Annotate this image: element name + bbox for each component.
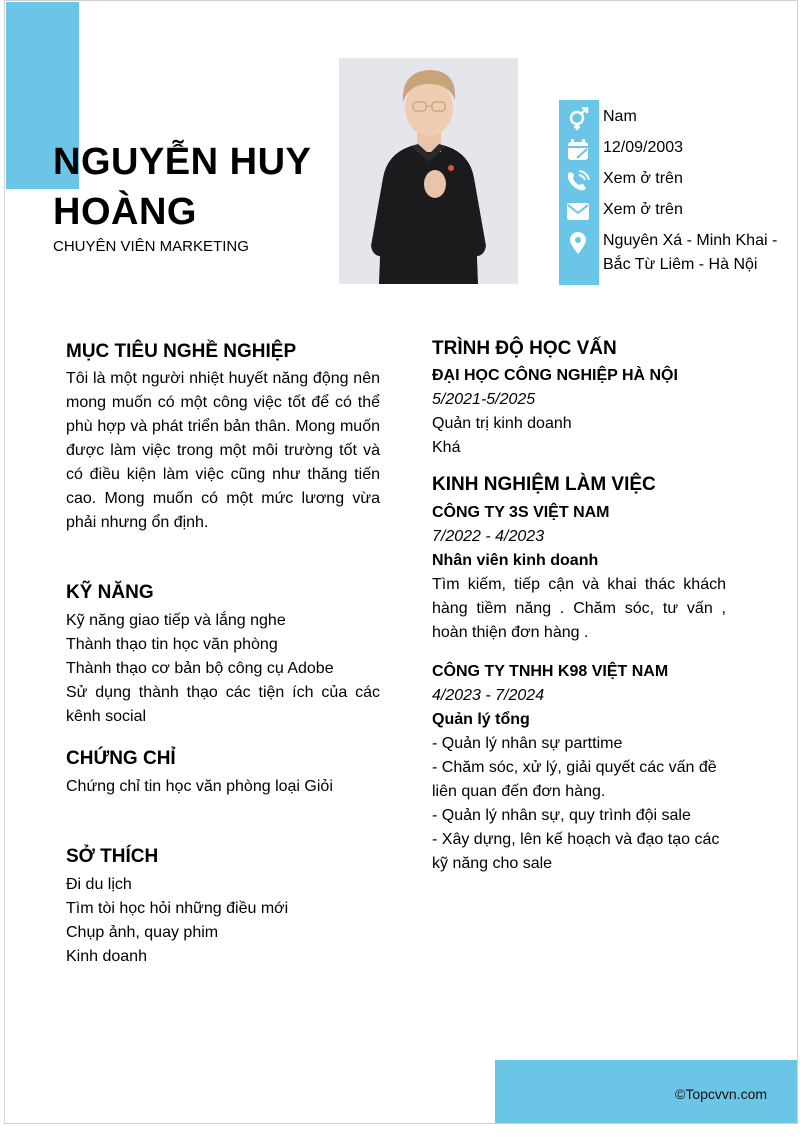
skills-heading: KỸ NĂNG [66,582,154,603]
job-company: CÔNG TY TNHH K98 VIỆT NAM [432,663,669,680]
job-position: Quản lý tổng [432,711,530,728]
objective-text: Tôi là một người nhiệt huyết năng động nên mong muốn có một công việc tốt để có thể phù hợp và phát triển bản thân. Mong muốn được làm việc trong một môi trường tốt và có điều kiện làm việc cũng như thăng tiến cao. Mong muốn có một mức lương vừa phải nhưng ổn định. [66,370,380,531]
job-duty: - Quản lý nhân sự, quy trình đội sale [432,807,691,824]
job-period: 4/2023 - 7/2024 [432,687,545,704]
job-description: Tìm kiếm, tiếp cận và khai thác khách hàng tiềm năng . Chăm sóc, tư vấn , hoàn thiện đơn hàng . [432,576,726,641]
calendar-icon [565,138,593,162]
job-position: Nhân viên kinh doanh [432,552,599,569]
job-period: 7/2022 - 4/2023 [432,528,545,545]
address-value: Nguyên Xá - Minh Khai - Bắc Từ Liêm - Hà Nội [603,232,778,273]
hobbies-heading: SỞ THÍCH [66,846,159,867]
candidate-name: NGUYỄN HUY HOÀNG [53,141,311,233]
education-school: ĐẠI HỌC CÔNG NGHIỆP HÀ NỘI [432,367,678,384]
phone-value: Xem ở trên [603,170,683,187]
skill-item: Sử dụng thành thạo các tiện ích của các kênh social [66,684,380,725]
skill-item: Thành thạo tin học văn phòng [66,636,278,653]
gender-icon [565,107,593,131]
cv-page [4,0,798,1124]
birthday-value: 12/09/2003 [603,139,684,156]
job-duty: - Quản lý nhân sự parttime [432,735,623,752]
gender-value: Nam [603,108,637,125]
education-heading: TRÌNH ĐỘ HỌC VẤN [432,338,617,359]
right-column [432,337,726,876]
hobby-item: Kinh doanh [66,948,147,965]
email-value: Xem ở trên [603,201,683,218]
skill-item: Kỹ năng giao tiếp và lắng nghe [66,612,286,629]
hobby-item: Chụp ảnh, quay phim [66,924,219,941]
job-company: CÔNG TY 3S VIỆT NAM [432,504,610,521]
hobby-item: Tìm tòi học hỏi những điều mới [66,900,289,917]
map-pin-icon [565,231,593,255]
certificates-heading: CHỨNG CHỈ [66,748,176,769]
job-duty: - Xây dựng, lên kế hoạch và đạo tạo các kỹ năng cho sale [432,831,720,872]
skill-item: Thành thạo cơ bản bộ công cụ Adobe [66,660,334,677]
profile-photo [339,58,518,284]
education-major: Quản trị kinh doanh [432,415,572,432]
objective-heading: MỤC TIÊU NGHỀ NGHIỆP [66,341,297,362]
certificate-item: Chứng chỉ tin học văn phòng loại Giỏi [66,778,333,795]
candidate-title: CHUYÊN VIÊN MARKETING [53,238,249,255]
hobby-item: Đi du lịch [66,876,132,893]
copyright: ©Topcvvn.com [675,1086,768,1102]
phone-icon [565,169,593,193]
profile-photo-illustration [339,58,518,284]
education-grade: Khá [432,439,461,456]
left-column [66,340,380,969]
envelope-icon [565,200,593,224]
experience-heading: KINH NGHIỆM LÀM VIỆC [432,474,656,495]
job-duty: - Chăm sóc, xử lý, giải quyết các vấn đề liên quan đến đơn hàng. [432,759,717,800]
education-period: 5/2021-5/2025 [432,391,536,408]
